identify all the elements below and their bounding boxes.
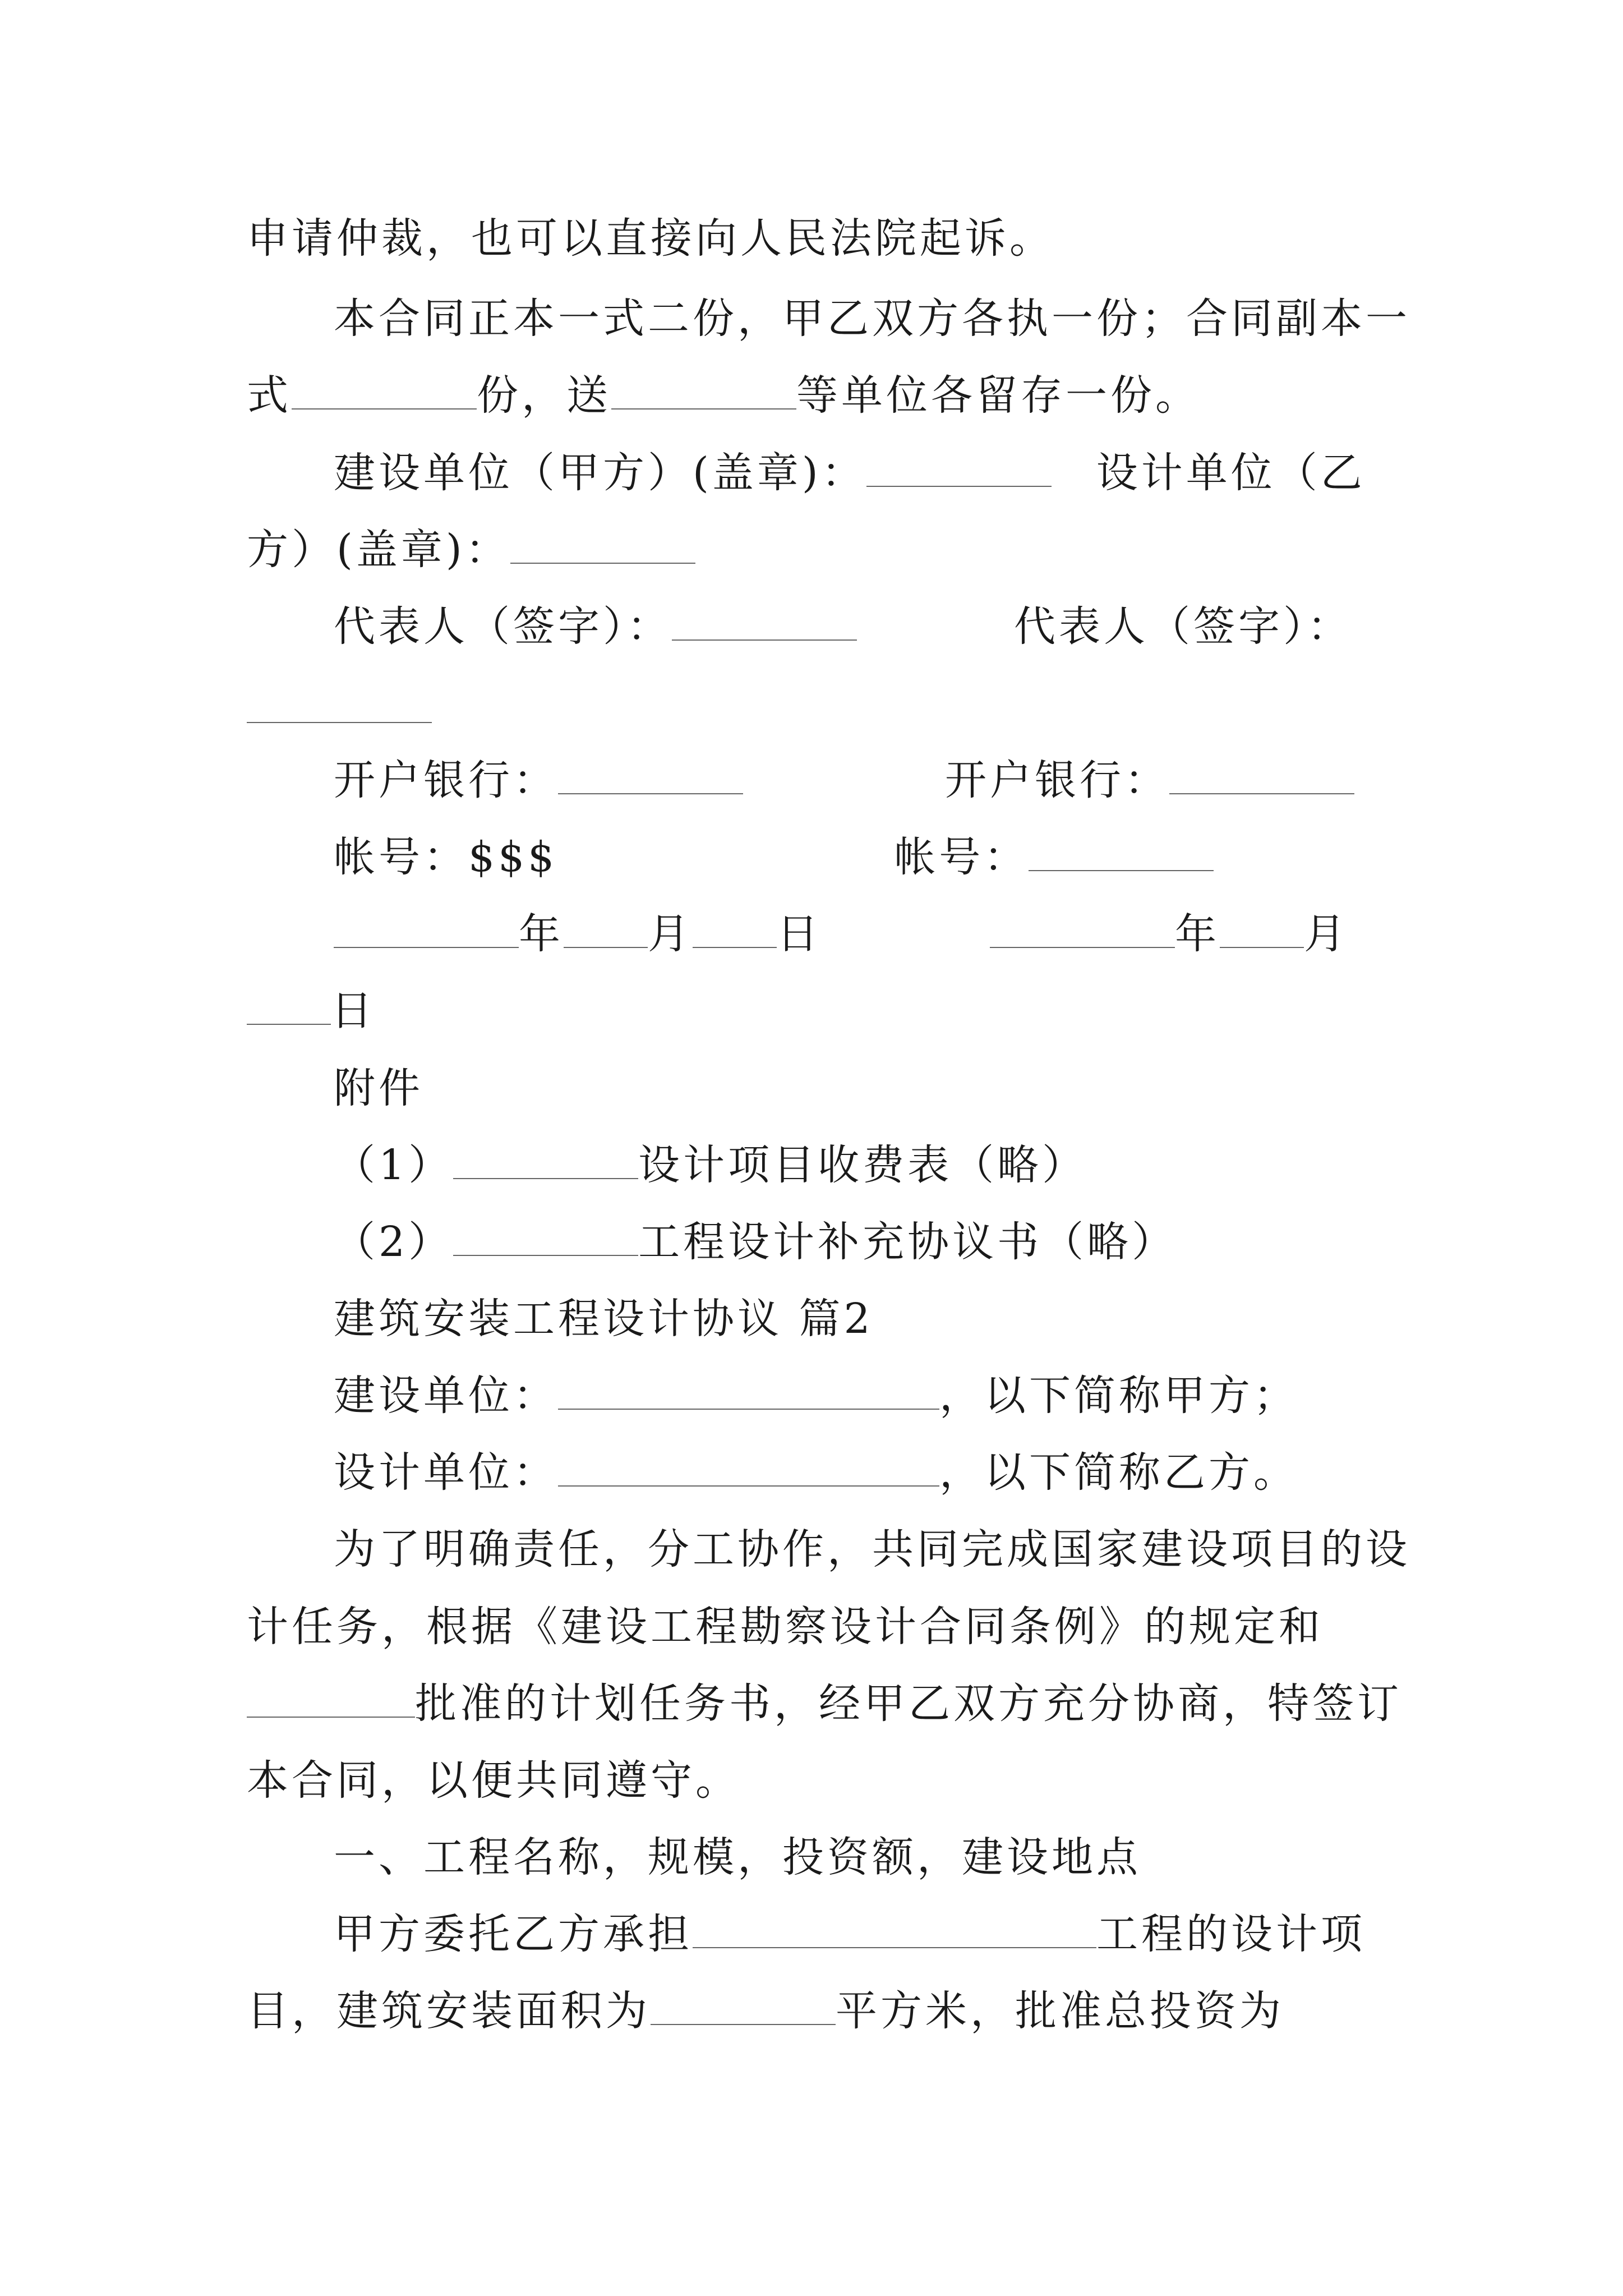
text-span: 年 bbox=[1175, 910, 1220, 958]
text-span: ，以下简称乙方。 bbox=[939, 1448, 1298, 1497]
text-span: 附件 bbox=[334, 1064, 423, 1112]
text-line bbox=[334, 1214, 1177, 1270]
text-span: 建设单位（甲方）(盖章)： bbox=[334, 449, 866, 497]
blank-line bbox=[611, 368, 796, 409]
text-span: 建筑安装工程设计协议 篇2 bbox=[334, 1295, 874, 1343]
text-line bbox=[334, 1060, 423, 1116]
blank-line bbox=[693, 1907, 1096, 1948]
text-line bbox=[247, 983, 376, 1039]
blank-line bbox=[453, 1138, 638, 1179]
text-span: 代表人（签字）： bbox=[1014, 602, 1352, 651]
text-line bbox=[247, 210, 1054, 266]
text-line bbox=[247, 1752, 740, 1809]
text-span: 开户银行： bbox=[334, 756, 558, 804]
text-line bbox=[247, 681, 432, 737]
text-line bbox=[334, 829, 1214, 885]
blank-line bbox=[558, 1445, 939, 1487]
text-line bbox=[334, 1521, 1410, 1577]
text-span: 设计单位（乙 bbox=[1096, 449, 1366, 497]
blank-line bbox=[453, 1214, 638, 1256]
text-line bbox=[334, 1444, 1298, 1501]
text-span: 为了明确责任，分工协作，共同完成国家建设项目的设 bbox=[334, 1525, 1410, 1573]
text-span: 设计单位： bbox=[334, 1448, 558, 1497]
text-span: 帐号： bbox=[894, 833, 1029, 881]
text-line bbox=[247, 367, 1200, 424]
blank-line bbox=[334, 907, 519, 948]
text-line bbox=[334, 291, 1410, 347]
text-span: 日 bbox=[777, 910, 822, 958]
text-line bbox=[334, 1137, 1087, 1193]
blank-line bbox=[564, 907, 648, 948]
blank-line bbox=[247, 983, 331, 1025]
text-span: 甲方委托乙方承担 bbox=[334, 1910, 693, 1958]
blank-line bbox=[693, 907, 777, 948]
section-title bbox=[334, 1291, 874, 1347]
text-line bbox=[334, 445, 1366, 501]
text-span: 建设单位： bbox=[334, 1372, 558, 1420]
text-span: 月 bbox=[1304, 910, 1349, 958]
blank-line bbox=[990, 907, 1175, 948]
blank-line bbox=[510, 522, 695, 564]
text-span: 工程的设计项 bbox=[1096, 1910, 1366, 1958]
blank-line bbox=[558, 1368, 939, 1410]
blank-line bbox=[651, 1984, 836, 2025]
text-span: 计任务，根据《建设工程勘察设计合同条例》的规定和 bbox=[247, 1603, 1324, 1651]
text-span: 年 bbox=[519, 910, 564, 958]
text-span: 开户银行： bbox=[945, 756, 1169, 804]
text-span: 工程设计补充协议书（略） bbox=[638, 1218, 1177, 1266]
blank-line bbox=[558, 753, 743, 794]
text-span: （2） bbox=[334, 1218, 454, 1266]
blank-line bbox=[866, 445, 1052, 487]
text-span: 式 bbox=[247, 371, 292, 420]
text-span: 设计项目收费表（略） bbox=[638, 1141, 1087, 1189]
blank-line bbox=[1169, 753, 1354, 794]
text-span: 月 bbox=[648, 910, 693, 958]
text-line bbox=[247, 1983, 1284, 2039]
text-span: 一、工程名称，规模，投资额，建设地点 bbox=[334, 1833, 1141, 1881]
text-span: 日 bbox=[331, 987, 376, 1035]
text-span: 方）(盖章)： bbox=[247, 526, 510, 574]
text-span: 目，建筑安装面积为 bbox=[247, 1987, 651, 2035]
text-line bbox=[334, 752, 1354, 808]
text-span: 平方米，批准总投资为 bbox=[836, 1987, 1284, 2035]
text-line bbox=[247, 1676, 1402, 1732]
blank-line bbox=[247, 1676, 415, 1718]
text-line bbox=[334, 1906, 1366, 1962]
text-line bbox=[334, 1829, 1141, 1885]
text-line bbox=[334, 599, 1352, 655]
text-line bbox=[247, 1599, 1324, 1655]
text-line bbox=[334, 906, 1349, 962]
text-span: 帐号：$$$ bbox=[334, 833, 558, 881]
text-span: 等单位各留存一份。 bbox=[796, 371, 1200, 420]
text-span: 本合同正本一式二份，甲乙双方各执一份；合同副本一 bbox=[334, 295, 1410, 343]
text-span: 本合同，以便共同遵守。 bbox=[247, 1756, 740, 1805]
text-span: 批准的计划任务书，经甲乙双方充分协商，特签订 bbox=[415, 1680, 1402, 1728]
text-span: 份，送 bbox=[477, 371, 611, 420]
text-span: ，以下简称甲方； bbox=[939, 1372, 1298, 1420]
blank-line bbox=[672, 599, 857, 641]
text-line bbox=[334, 1368, 1298, 1424]
text-span: 申请仲裁，也可以直接向人民法院起诉。 bbox=[247, 214, 1054, 263]
text-span: （1） bbox=[334, 1141, 454, 1189]
text-line bbox=[247, 522, 695, 578]
blank-line bbox=[292, 368, 477, 409]
blank-line bbox=[1029, 830, 1214, 871]
blank-line bbox=[1220, 907, 1304, 948]
text-span: 代表人（签字）： bbox=[334, 602, 672, 651]
blank-line bbox=[247, 682, 432, 723]
